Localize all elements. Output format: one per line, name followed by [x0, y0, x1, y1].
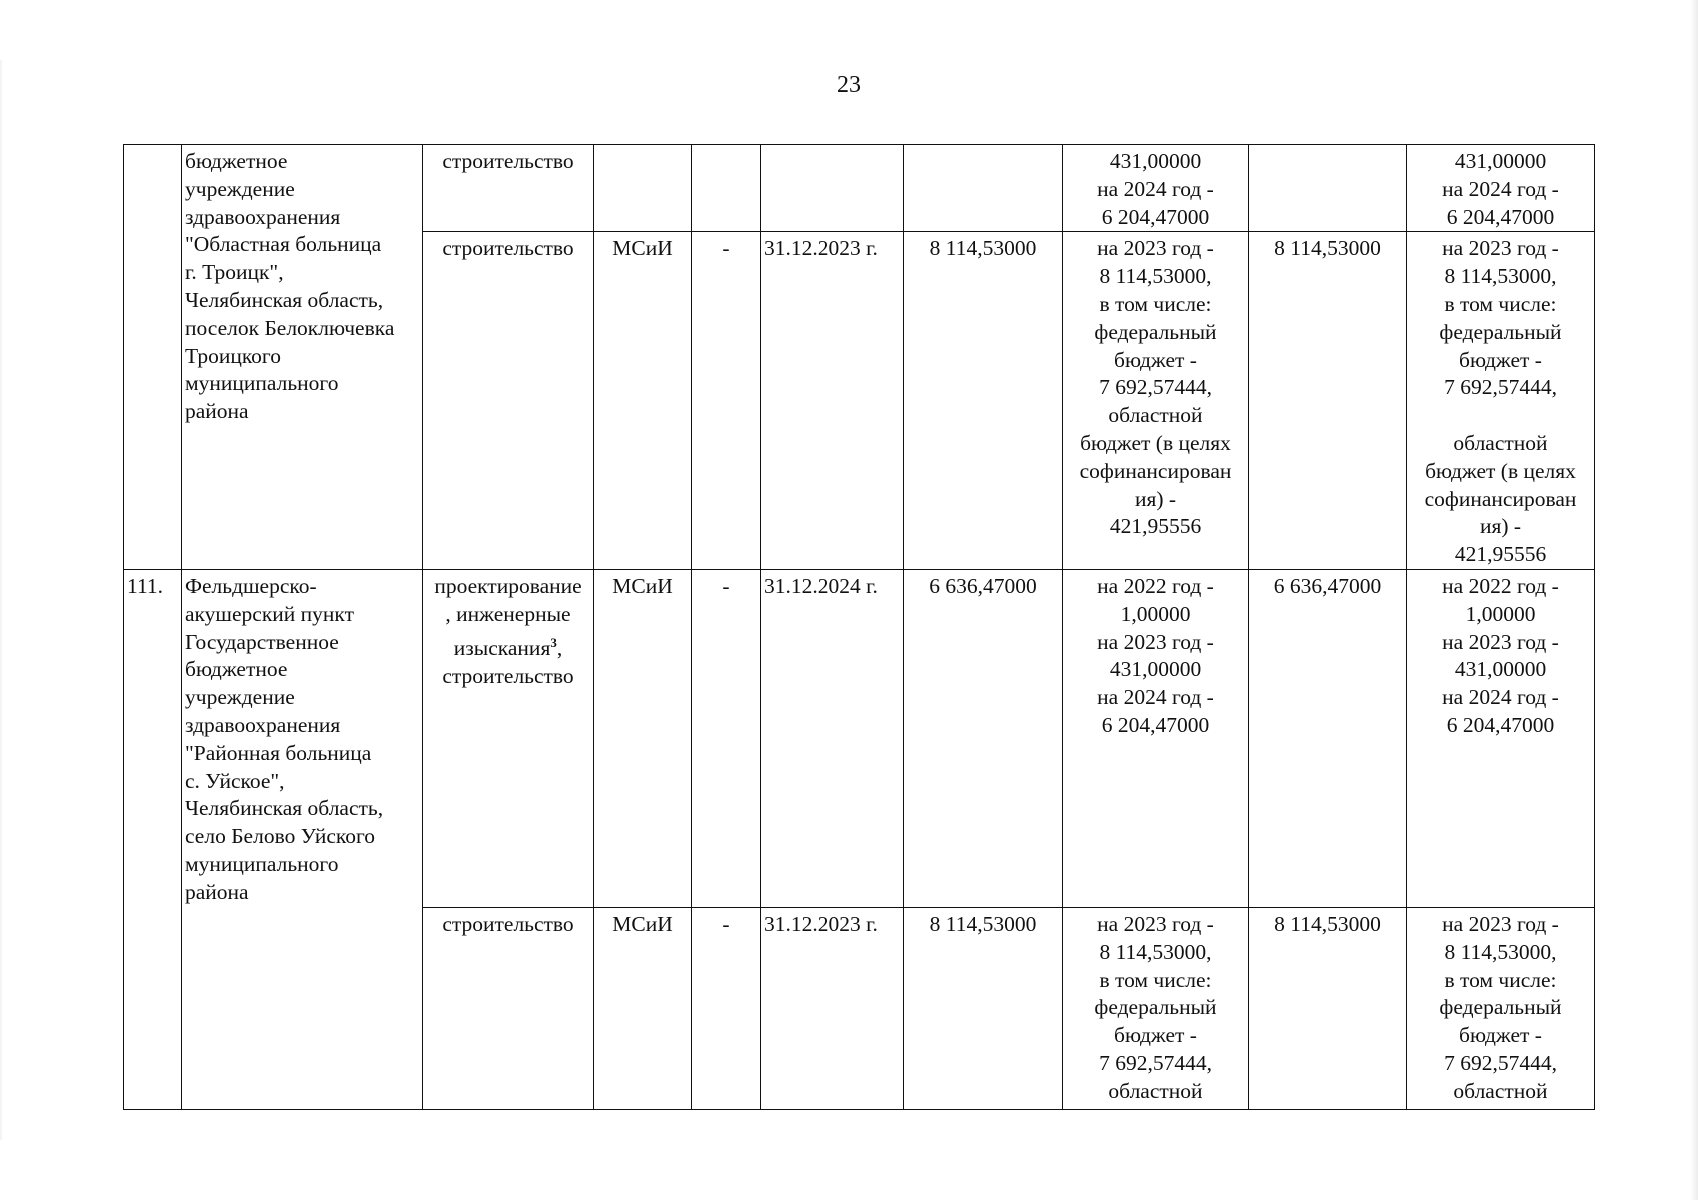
cell-limits-2: 431,00000 на 2024 год - 6 204,47000 [1407, 145, 1595, 232]
cell-limits: на 2022 год - 1,00000 на 2023 год - 431,00000 на 2024 год - 6 204,47000 [1063, 569, 1249, 907]
cell-date: 31.12.2024 г. [761, 569, 904, 907]
cell-date: 31.12.2023 г. [761, 907, 904, 1109]
cell-limits: на 2023 год - 8 114,53000, в том числе: федеральный бюджет - 7 692,57444, областной [1063, 907, 1249, 1109]
cell-object-name: Фельдшерско- акушерский пункт Государственное бюджетное учреждение здравоохранения "Районная больница с. Уйское", Челябинская область, село Белово Уйского муниципального района [182, 569, 423, 1109]
cell-work-type: строительство [423, 145, 594, 232]
cell-cost: 6 636,47000 [904, 569, 1063, 907]
objects-table [123, 144, 1595, 1110]
cell-customer: МСиИ [594, 569, 692, 907]
page-number: 23 [837, 72, 861, 98]
cell-customer [594, 145, 692, 232]
cell-object-name: бюджетное учреждение здравоохранения "Областная больница г. Троицк", Челябинская область, поселок Белоключевка Троицкого муниципального района [182, 145, 423, 570]
cell-date: 31.12.2023 г. [761, 232, 904, 570]
table-row [124, 569, 1595, 907]
cell-work-type: строительство [423, 232, 594, 570]
cell-limits: 431,00000 на 2024 год - 6 204,47000 [1063, 145, 1249, 232]
cell-customer: МСиИ [594, 907, 692, 1109]
cell-cost-2: 6 636,47000 [1249, 569, 1407, 907]
cell-work-type: проектирование , инженерные изыскания$^3$, строительство [423, 569, 594, 907]
cell-cost-2: 8 114,53000 [1249, 907, 1407, 1109]
cell-customer: МСиИ [594, 232, 692, 570]
cell-number: 111. [124, 569, 182, 1109]
cell-work-type: строительство [423, 907, 594, 1109]
cell-date [761, 145, 904, 232]
cell-capacity: - [692, 907, 761, 1109]
cell-cost: 8 114,53000 [904, 907, 1063, 1109]
cell-limits-2: на 2023 год - 8 114,53000, в том числе: федеральный бюджет - 7 692,57444, областной бюджет (в целях софинансирован ия) - 421,95556 [1407, 232, 1595, 570]
scan-edge-right [1690, 0, 1698, 1200]
table-row [124, 145, 1595, 232]
cell-capacity: - [692, 569, 761, 907]
footnote-mark: 3 [550, 634, 557, 650]
cell-limits-2: на 2022 год - 1,00000 на 2023 год - 431,00000 на 2024 год - 6 204,47000 [1407, 569, 1595, 907]
cell-number [124, 145, 182, 570]
cell-limits: на 2023 год - 8 114,53000, в том числе: федеральный бюджет - 7 692,57444, областной бюджет (в целях софинансирован ия) - 421,95556 [1063, 232, 1249, 570]
cell-capacity: - [692, 232, 761, 570]
cell-cost [904, 145, 1063, 232]
cell-cost: 8 114,53000 [904, 232, 1063, 570]
cell-capacity [692, 145, 761, 232]
cell-limits-2: на 2023 год - 8 114,53000, в том числе: федеральный бюджет - 7 692,57444, областной [1407, 907, 1595, 1109]
scan-edge-left [0, 60, 3, 1140]
cell-cost-2 [1249, 145, 1407, 232]
cell-cost-2: 8 114,53000 [1249, 232, 1407, 570]
